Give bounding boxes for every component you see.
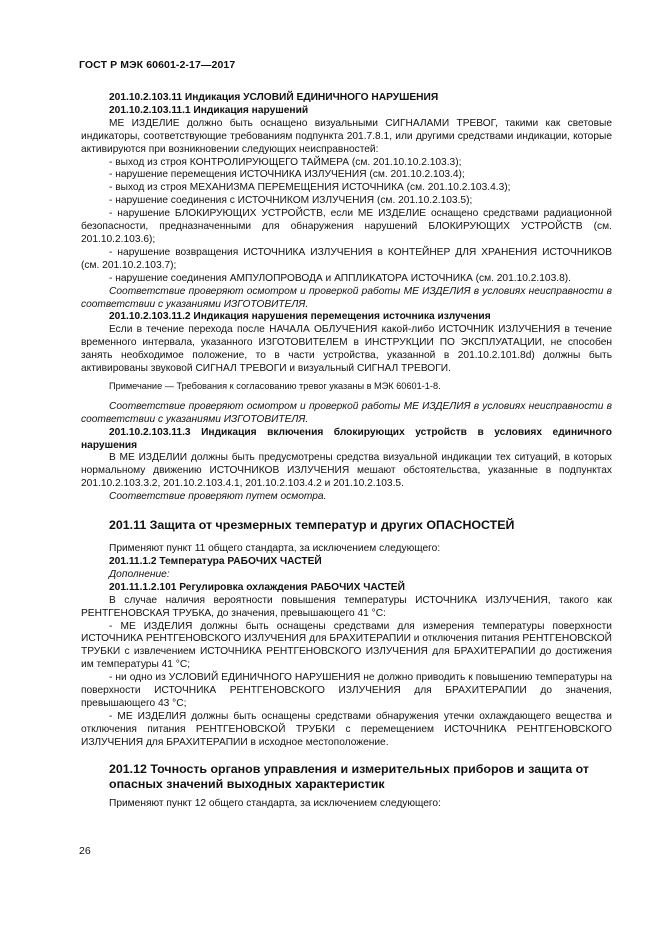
list-item: - МЕ ИЗДЕЛИЯ должны быть оснащены средствами для измерения температуры поверхности ИСТОЧНИКА РЕНТГЕНОВСКОГО ИЗЛУЧЕНИЯ для БРАХИТЕРАПИИ и отключения питания РЕНТГЕНОВСКОЙ ТРУБКИ с извлечением ИСТОЧНИКА РЕНТГЕНОВСКОГО ИЗЛУЧЕНИЯ для БРАХИТЕРАПИИ до достижения им температуры 41 °С; <box>81 620 612 671</box>
compliance-note: Соответствие проверяют осмотром и проверкой работы МЕ ИЗДЕЛИЯ в условиях неисправности в соответствии с указаниями ИЗГОТОВИТЕЛЯ. <box>81 285 612 310</box>
paragraph: МЕ ИЗДЕЛИЕ должно быть оснащено визуальными СИГНАЛАМИ ТРЕВОГ, такими как световые индикаторы, соответствующие требованиям подпункта 201.7.8.1, или другими средствами индикации, которые активируются при возникновении следующих неисправностей: <box>81 117 612 155</box>
document-body <box>81 92 612 811</box>
document-header: ГОСТ Р МЭК 60601-2-17—2017 <box>79 59 236 71</box>
compliance-note: Соответствие проверяют осмотром и проверкой работы МЕ ИЗДЕЛИЯ в условиях неисправности в соответствии с указаниями ИЗГОТОВИТЕЛЯ. <box>81 400 612 425</box>
page-number: 26 <box>79 845 91 857</box>
paragraph: 201.10.2.103.11.3 Индикация включения блокирующих устройств в условиях единичного нарушения <box>81 426 612 451</box>
paragraph: Применяют пункт 11 общего стандарта, за исключением следующего: <box>109 543 441 555</box>
paragraph: В МЕ ИЗДЕЛИИ должны быть предусмотрены средства визуальной индикации тех ситуаций, в которых нормальному движению ИСТОЧНИКОВ ИЗЛУЧЕНИЯ мешают обстоятельства, указанные в подпунктах 201.10.2.103.3.2, 201.10.2.103.4.1, 201.10.2.103.4.2 и 201.10.2.103.5. <box>81 452 612 490</box>
list-item: - нарушение возвращения ИСТОЧНИКА ИЗЛУЧЕНИЯ в КОНТЕЙНЕР ДЛЯ ХРАНЕНИЯ ИСТОЧНИКОВ (см. 201.10.2.103.7); <box>81 246 612 271</box>
list-item: - выход из строя КОНТРОЛИРУЮЩЕГО ТАЙМЕРА (см. 201.10.10.2.103.3); <box>109 156 462 168</box>
section-heading: 201.11 Защита от чрезмерных температур и других ОПАСНОСТЕЙ <box>109 518 515 533</box>
paragraph: Если в течение перехода после НАЧАЛА ОБЛУЧЕНИЯ какой-либо ИСТОЧНИК ИЗЛУЧЕНИЯ в течение временного интервала, указанного ИЗГОТОВИТЕЛЕМ в ИНСТРУКЦИИ ПО ЭКСПЛУАТАЦИИ, не способен занять необходимое положение, то в части устройства, указанной в 201.10.2.101.8d) должны быть активированы звуковой СИГНАЛ ТРЕВОГИ и визуальный СИГНАЛ ТРЕВОГИ. <box>81 324 612 375</box>
section-heading: 201.12 Точность органов управления и измерительных приборов и защита от опасных значений выходных характеристик <box>109 761 589 791</box>
list-item: - нарушение перемещения ИСТОЧНИКА ИЗЛУЧЕНИЯ (см. 201.10.2.103.4); <box>109 169 465 181</box>
list-item: - нарушение соединения АМПУЛОПРОВОДА и АППЛИКАТОРА ИСТОЧНИКА (см. 201.10.2.103.8). <box>109 272 571 284</box>
list-item: - ни одно из УСЛОВИЙ ЕДИНИЧНОГО НАРУШЕНИЯ не должно приводить к повышению температуры на поверхности ИСТОЧНИКА РЕНТГЕНОВСКОГО ИЗЛУЧЕНИЯ для БРАХИТЕРАПИИ до значения, превышающего 43 °С; <box>81 672 612 709</box>
list-item: - нарушение БЛОКИРУЮЩИХ УСТРОЙСТВ, если МЕ ИЗДЕЛИЕ оснащено средствами радиационной безопасности, предназначенными для обнаружения нарушений БЛОКИРУЮЩИХ УСТРОЙСТВ (см. 201.10.2.103.6); <box>81 208 612 245</box>
paragraph: 201.11.1.2 Температура РАБОЧИХ ЧАСТЕЙ <box>109 556 322 567</box>
note: Примечание — Требования к согласованию тревог указаны в МЭК 60601-1-8. <box>109 380 441 391</box>
paragraph: В случае наличия вероятности повышения температуры ИСТОЧНИКА ИЗЛУЧЕНИЯ, такого как РЕНТГЕНОВСКАЯ ТРУБКА, до значения, превышающего 41 °С: <box>81 594 612 619</box>
paragraph: 201.10.2.103.11 Индикация УСЛОВИЙ ЕДИНИЧНОГО НАРУШЕНИЯ <box>109 92 439 103</box>
paragraph: Дополнение: <box>109 568 170 580</box>
paragraph: 201.10.2.103.11.1 Индикация нарушений <box>109 104 309 116</box>
paragraph: 201.11.1.2.101 Регулировка охлаждения РАБОЧИХ ЧАСТЕЙ <box>109 581 405 593</box>
list-item: - МЕ ИЗДЕЛИЯ должны быть оснащены средствами обнаружения утечки охлаждающего вещества и отключения питания РЕНТГЕНОВСКОЙ ТРУБКИ с перемещением ИСТОЧНИКА РЕНТГЕНОВСКОГО ИЗЛУЧЕНИЯ для БРАХИТЕРАПИИ в исходное местоположение. <box>81 710 612 748</box>
compliance-note: Соответствие проверяют путем осмотра. <box>109 491 327 503</box>
list-item: - выход из строя МЕХАНИЗМА ПЕРЕМЕЩЕНИЯ ИСТОЧНИКА (см. 201.10.2.103.4.3); <box>109 182 511 194</box>
paragraph: 201.10.2.103.11.2 Индикация нарушения перемещения источника излучения <box>109 311 491 323</box>
paragraph: Применяют пункт 12 общего стандарта, за исключением следующего: <box>109 797 441 809</box>
list-item: - нарушение соединения с ИСТОЧНИКОМ ИЗЛУЧЕНИЯ (см. 201.10.2.103.5); <box>109 195 473 207</box>
